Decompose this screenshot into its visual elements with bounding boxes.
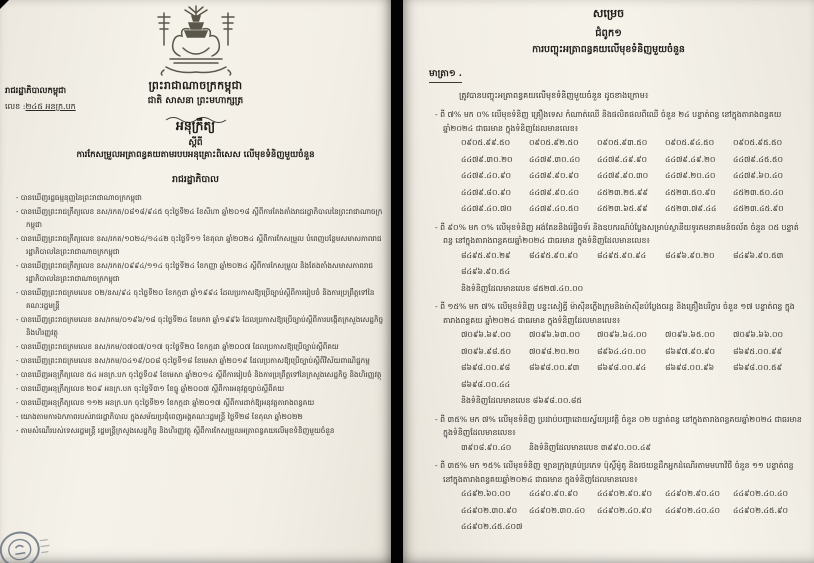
- tariff-code: ៤៤៧៩.៦០.៤០: [733, 171, 783, 180]
- tariff-code: ៨៦៩៨.០០.៩៦: [665, 363, 715, 372]
- preamble-item: - បានឃើញព្រះរាជក្រឹត្យលេខ នស/រកត/០៨១៨/៩៤៥ ចុះថ្ងៃទី២៤ ខែសីហា ឆ្នាំ២០១៨ ស្តីពីការតែងតាំងរាជរដ្ឋាភិបាលនៃព្រះរាជាណាចក្រកម្ពុជា: [16, 207, 383, 229]
- tariff-code: ៤៤៧៩.៤០.៩០: [461, 171, 511, 180]
- tariff-item-text: - ពី ៩០% មក ០% លើមុខទំនិញ អង់តែននិងរ៉េផ្លិចទ័រ និងឧបករណ៍បំប្លែងសម្រាប់ស្ថានីយទូរគមនាគមន៍ចល័ត ចំនួន ០៥ បន្ទាត់ពន្ធ នៅក្នុងតារាងពន្ធគយឆ្នាំ២០២៤ ជាធរមាន ក្នុងទំនិញដែលមានលេខ៖: [435, 222, 799, 245]
- tariff-code: ០៩០៥.៩៩.៥០: [461, 138, 511, 147]
- tariff-code: ៤៤៩០២.៤៥.៤០៧: [461, 522, 523, 531]
- tariff-code-grid: [461, 327, 807, 393]
- tariff-item-text: - ពី ១៥% មក ៧% លើមុខទំនិញ បន្ទះសៀគ្វី ម៉ាស៊ីនភ្លើងក្រុមនិងម៉ាស៊ីនបំប្លែងចរន្ត និងគ្រឿងបរិក្ខារ ចំនួន ១៧ បន្ទាត់ពន្ធ ក្នុងតារាងពន្ធគយ ឆ្នាំ២០២៤ ជាធរមាន ក្នុងទំនិញដែលមានលេខ៖: [435, 302, 795, 325]
- preamble-item: - បានឃើញព្រះរាជក្រឹត្យលេខ នស/រកត/១០២៤/១៤៤២ ចុះថ្ងៃទី១១ ខែតុលា ឆ្នាំ២០២៤ ស្តីពីការកែសម្រួល បំពេញបន្ថែមសមាសភាពរាជរដ្ឋាភិបាលនៃព្រះរាជាណាចក្រកម្ពុជា: [16, 234, 382, 256]
- tariff-item: [435, 413, 804, 457]
- tariff-code: ៧០៩៦.៦៦.០០: [733, 330, 783, 339]
- tariff-code: ៤៤៧៩.៩០.៤០: [529, 187, 579, 197]
- tariff-code: ៤៤៩០២.៩០.៤០: [665, 489, 721, 498]
- tariff-code-grid: [461, 486, 807, 536]
- tariff-code: ៤៥២៣.៦៥.៩៩: [597, 204, 648, 213]
- tariff-code: ៨៤៩៦.៩០.២០: [665, 250, 715, 260]
- tariff-item: [435, 459, 804, 536]
- preamble-item: - បានឃើញអនុក្រឹត្យលេខ ២០៩ អនក្រ.បក ចុះថ្ងៃទី៣១ ខែធ្នូ ឆ្នាំ២០០៧ ស្តីពីការអនុវត្តច្បាប់ស្តីពីគយ: [16, 384, 285, 393]
- tariff-code: ៧០៩៦.៦៥.០០: [665, 330, 715, 339]
- tariff-code: ៣៩០៨.៩០.៤០: [461, 442, 512, 452]
- tariff-code: ៤៤៩០.៩០.៩០: [529, 489, 579, 498]
- document-number: [5, 101, 76, 113]
- tariff-code: ៧០៩៦.៩៨.៥០: [461, 346, 511, 356]
- tariff-code: ៤៤៩០២.៣០.៤០: [529, 505, 586, 515]
- tariff-code: ៤៥២៣.៧៩.៤៤: [665, 204, 717, 213]
- preamble-list: [16, 191, 384, 438]
- tariff-item-tail: និងទំនិញដែលមានលេខ ៨៦៩៨.០០.៨៥: [461, 396, 582, 405]
- preamble-item: - បានឃើញអនុក្រឹត្យលេខ ៥៤ អនក្រ.បក ចុះថ្ងៃទី០៩ ខែមេសា ឆ្នាំ២០១៤ ស្តីពីការរៀបចំ និងការប្រព្រឹត្តទៅនៃក្រសួងសេដ្ឋកិច្ច និងហិរញ្ញវត្ថុ: [16, 370, 382, 379]
- tariff-code: ៤៤៩០២.៤០.៩០: [597, 505, 653, 515]
- tariff-code: ៤៥២៣.៥០.៩០: [665, 187, 716, 197]
- preamble-item: - បានឃើញព្រះរាជក្រមលេខ នស/រកម/០៤១៩/០០៨ ចុះថ្ងៃទី១៨ ខែមេសា ឆ្នាំ២០១៩ ដែលប្រកាសឱ្យប្រើច្បាប់ស្តីពីវិស័យពាណិជ្ជកម្ម: [16, 356, 370, 365]
- tariff-item: [435, 300, 804, 410]
- government-label: រាជរដ្ឋាភិបាលកម្ពុជា: [5, 85, 67, 95]
- tariff-code: ៤៤៧៩.៤៩.៩០: [597, 154, 647, 164]
- tariff-code: ៧០៩៦.៦៣.០០: [529, 330, 581, 339]
- registration-stamp: [0, 523, 55, 563]
- tariff-item-text: - ពី ៣៥% មក ១៥% លើមុខទំនិញ ឡានក្រុងគ្រប់ប្រភេទ ប៉ុស្តិ៍ម៉ូតូ និងរថយន្តដឹកអ្នកដំណើរតាមមហាវិថី ចំនួន ១១ បន្ទាត់ពន្ធ នៅក្នុងតារាងពន្ធគយឆ្នាំ២០២៤ ជាធរមាន ក្នុងទំនិញដែលមានលេខ៖: [435, 461, 794, 484]
- tariff-code: ៨៤៩៦.៩០.៥៣: [733, 250, 784, 260]
- page-left: [0, 0, 391, 563]
- article-intro: ត្រូវបានបញ្ចុះអត្រាពន្ធគយលើមុខទំនិញមួយចំនួន ដូចខាងក្រោម៖: [459, 91, 649, 100]
- tariff-code: ០៩០៥.៩២.៥០: [529, 138, 579, 147]
- tariff-code: ៤៥២៣.២៥.៩៩: [597, 187, 649, 197]
- tariff-code: ៤៥២៣.៤៥.៩០: [733, 204, 784, 213]
- tariff-code: ៤៤៩២.៦០.០០: [461, 489, 511, 498]
- national-motto: ជាតិ សាសនា ព្រះមហាក្សត្រ: [147, 96, 244, 106]
- tariff-item: [435, 108, 804, 218]
- preamble-item: - យោងតាមការឯកភាពរបស់រាជរដ្ឋាភិបាល ក្នុងសម័យប្រជុំពេញអង្គគណៈរដ្ឋមន្ត្រី ថ្ងៃទី២៨ ខែតុលា ឆ្នាំ២០២២: [16, 412, 303, 421]
- tariff-code: ៨៩៦៤.៤០.០០: [597, 346, 647, 356]
- tariff-items: [435, 108, 804, 539]
- page-right: [403, 0, 814, 563]
- tariff-code: ៤៤៧៩.៤០.៧០: [461, 204, 512, 213]
- tariff-code: ៨៤៩៥.៩០.៩៤: [597, 250, 647, 260]
- tariff-code: ៨៤៩៥.៩០.៩០: [529, 250, 579, 260]
- tariff-code: ៨៦៩៧.៩០.៩០: [665, 346, 715, 356]
- tariff-code: ៨៤៩៦.៩០.៥៤: [461, 267, 511, 276]
- preamble-item: - បានឃើញព្រះរាជក្រមលេខ ០២/នស/៩៤ ចុះថ្ងៃទី២០ ខែកក្កដា ឆ្នាំ១៩៩៤ ដែលប្រកាសឱ្យប្រើច្បាប់ស្តីពីការរៀបចំ និងការប្រព្រឹត្តទៅនៃគណៈរដ្ឋមន្ត្រី: [16, 288, 375, 310]
- tariff-code: ៨៦៩៨.០០.៩៤: [597, 363, 647, 372]
- scan-corner-artifact: [0, 0, 9, 9]
- tariff-item-tail: និងទំនិញដែលមានលេខ ៣៩៩០.០០.៤៩: [529, 442, 652, 452]
- tariff-item-tail: និងទំនិញដែលមានលេខ ៨៥២៧.៤០.០០: [461, 283, 584, 293]
- decision-heading: សម្រេច: [592, 7, 625, 20]
- tariff-code: ៨៤៩៥.៩០.២៩: [461, 250, 511, 260]
- tariff-code: ៨៦៩៨.០០.៩៨: [461, 363, 511, 372]
- preamble-item: - បានឃើញព្រះរាជក្រឹត្យលេខ នស/រកត/០៩៩៤/១១៤ ចុះថ្ងៃទី២៤ ខែកញ្ញា ឆ្នាំ២០២៤ ស្តីពីការកែសម្រួល និងតែងតាំងសមាសភាពរាជរដ្ឋាភិបាលនៃព្រះរាជាណាចក្រកម្ពុជា: [16, 261, 373, 283]
- tariff-code: ០៩០៥.៩៤.៥០: [665, 138, 715, 147]
- tariff-code: ៤៤៧៩.៤៥.៥០: [733, 154, 783, 164]
- tariff-code: ៤៤៩០២.៤០.៤០: [665, 505, 721, 515]
- tariff-code: ០៩០៥.៩៣.៥០: [597, 138, 648, 147]
- tariff-code: ៧០៩៦.៦៤.០០: [597, 330, 647, 339]
- issuer-heading: រាជរដ្ឋាភិបាល: [172, 174, 219, 185]
- chapter-heading: ជំពូក១: [595, 28, 622, 39]
- tariff-code: ៨៦៩៥.០០.៩៩: [733, 346, 783, 356]
- tariff-code: ០៩០៥.៩៥.៥០: [733, 138, 783, 147]
- preamble-item: - តាមសំណើរបស់ទេសរដ្ឋមន្ត្រី រដ្ឋមន្ត្រីក្រសួងសេដ្ឋកិច្ច និងហិរញ្ញវត្ថុ ស្តីពីការកែសម្រួលអត្រាពន្ធគយលើមុខទំនិញមួយចំនួន: [16, 426, 335, 435]
- tariff-code: ៤៤៩០២.៤០.៤០: [733, 489, 789, 498]
- tariff-code: ៤៤៧៩.៩០.៣០: [597, 171, 649, 180]
- tariff-item-text: - ពី ៧% មក ០% លើមុខទំនិញ គ្រឿងទេស កំណាត់ឈើ និងផលិតផលពីឈើ ចំនួន ២៤ បន្ទាត់ពន្ធ នៅក្នុងតារាងពន្ធគយឆ្នាំ២០២៤ ជាធរមាន ក្នុងទំនិញដែលមានលេខ៖: [435, 110, 782, 133]
- tariff-code: ៤៤៩០២.៩០.៩០: [597, 489, 653, 498]
- document-number-label: លេខ :: [5, 102, 26, 111]
- tariff-code: ៤៤៧៩.៩០.៩០: [529, 171, 579, 180]
- tariff-code: ៤៤៧៩.៤០.៥០: [529, 204, 579, 213]
- tariff-code-grid: [461, 440, 807, 457]
- tariff-code: ៤៤៧៩.៣០.៤០: [529, 154, 581, 164]
- document-type-heading: អនុក្រឹត្យ: [175, 118, 216, 133]
- tariff-code: ៤៤៩០២.៤៥.៩០: [733, 505, 789, 515]
- article-label: មាត្រា១ .: [429, 68, 462, 83]
- tariff-code: ៤៤៧៩.២០.៤០: [665, 171, 716, 180]
- decree-title: ការកែសម្រួលអត្រាពន្ធគយតាមរបបអនុគ្រោះពិសេស លើមុខទំនិញមួយចំនួន: [76, 150, 315, 160]
- document-number-value: ២៤៥ អនក្រ.បក: [25, 102, 76, 111]
- kingdom-heading: ព្រះរាជាណាចក្រកម្ពុជា: [148, 79, 243, 92]
- tariff-item: [435, 221, 804, 298]
- tariff-code: ៤៤៧៩.៤៩.២០: [665, 154, 716, 164]
- tariff-code: ៨៦៩៨.០០.៩៣: [529, 363, 580, 372]
- preamble-item: - បានឃើញព្រះរាជក្រមលេខ នស/រកម/០១៩៦/១៨ ចុះថ្ងៃទី២៤ ខែមករា ឆ្នាំ១៩៩៦ ដែលប្រកាសឱ្យប្រើច្បាប់ស្តីពីការបង្កើតក្រសួងសេដ្ឋកិច្ច និងហិរញ្ញវត្ថុ: [16, 315, 384, 337]
- tariff-code: ៨៦៩៨.០០.៥៩: [733, 363, 783, 372]
- tariff-code: ៤៤៧៩.៨០.៩០: [461, 187, 511, 197]
- royal-arms-emblem: [150, 4, 242, 80]
- tariff-code: ៧០៩៨.២០.២០: [529, 346, 580, 356]
- subject-label: ស្តីពី: [188, 138, 203, 148]
- tariff-code: ៤៤៧៩.៣០.២០: [461, 154, 513, 164]
- chapter-title: ការបញ្ចុះអត្រាពន្ធគយលើមុខទំនិញមួយចំនួន: [532, 44, 685, 55]
- tariff-code: ៤៤៩០២.៣០.៩០: [461, 505, 518, 515]
- tariff-code: ៧០៩៦.៦៩.០០: [461, 330, 511, 339]
- tariff-code: ៤៥២៣.៥០.៤០: [733, 187, 784, 197]
- preamble-item: - បានឃើញរដ្ឋធម្មនុញ្ញនៃព្រះរាជាណាចក្រកម្ពុជា: [16, 193, 142, 202]
- tariff-code: ៨៦៩៨.០០.៤៤: [461, 379, 511, 389]
- tariff-code-grid: [461, 248, 807, 281]
- tariff-item-text: - ពី ៣៥% មក ៧% លើមុខទំនិញ ប្រដាប់បញ្ជាដោយស្វ័យប្រវត្តិ ចំនួន ០២ បន្ទាត់ពន្ធ នៅក្នុងតារាងពន្ធគយឆ្នាំ២០២៤ ជាធរមាន ក្នុងទំនិញដែលមានលេខ៖: [435, 414, 802, 437]
- preamble-item: - បានឃើញអនុក្រឹត្យលេខ ១១២ អនក្រ.បក ចុះថ្ងៃទី២១ ខែកក្កដា ឆ្នាំ២០១៧ ស្តីពីការដាក់ឱ្យអនុវត្តតារាងពន្ធគយ: [16, 398, 315, 407]
- preamble-item: - បានឃើញព្រះរាជក្រមលេខ នស/រកម/០៧០៧/០១៧ ចុះថ្ងៃទី២០ ខែកក្កដា ឆ្នាំ២០០៧ ដែលប្រកាសឱ្យប្រើច្បាប់ស្តីពីគយ: [16, 342, 339, 351]
- tariff-code-grid: [461, 135, 807, 218]
